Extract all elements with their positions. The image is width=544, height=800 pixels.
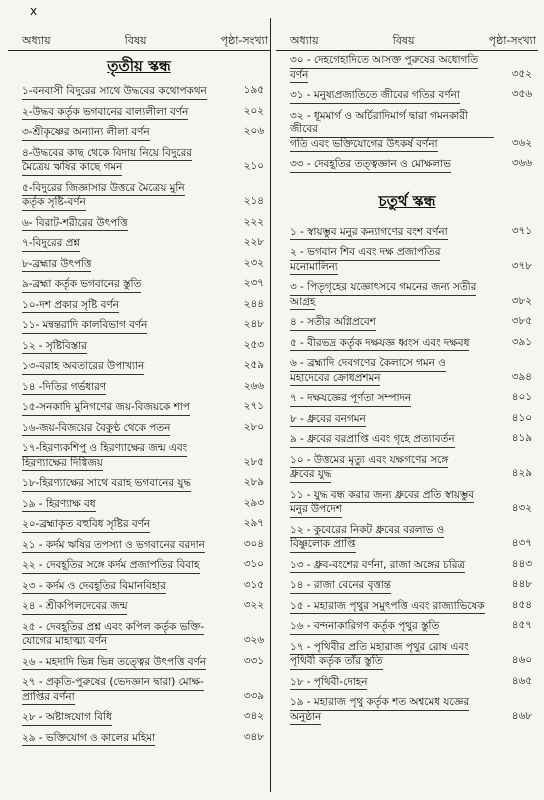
- entry-title-line: ৯-ব্রহ্মা কর্তৃক ভগবানের স্তুতি: [22, 278, 141, 293]
- entry-title-line: ১৬-জয়-বিজয়ের বৈকুণ্ঠ থেকে পতন: [22, 422, 170, 437]
- entry-page-number: ১৯৫: [243, 84, 264, 96]
- entry-page-number: ২৭১: [243, 400, 264, 412]
- entry-title-line: ৩২ - ধূমমার্গ ও অর্চিরাদিমার্গ দ্বারা গমনকারী জীবের: [290, 110, 494, 138]
- entry-title-line: ৫-বিদুরের জিজ্ঞাসার উত্তরে মৈত্রেয় মুনি: [22, 182, 185, 197]
- entry-title-line: ২৮ - অষ্টাঙ্গযোগ বিধি: [22, 711, 112, 726]
- toc-entry[interactable]: [276, 389, 538, 410]
- entry-title-line: বর্ণন: [290, 69, 308, 84]
- toc-entry[interactable]: [8, 673, 270, 708]
- entry-title-line: ১৫-সনকাদি মুনিগণের জয়-বিজয়কে শাপ: [22, 401, 190, 416]
- entry-title-line: ১০-দশ প্রকার সৃষ্টি বর্ণন: [22, 299, 119, 314]
- entry-page-number: ২৩২: [243, 256, 264, 269]
- entry-title-line: ১৭-হিরণ্যকশিপু ও হিরণ্যাক্ষের জন্ম এবং: [22, 442, 187, 457]
- entry-title-line: ৩০ - দেহগেহাদিতে আসক্ত পুরুষের অধোগতি: [290, 54, 478, 69]
- entry-page-number: ৪১৯: [511, 432, 532, 444]
- entry-page-number: ৩৫৬: [511, 88, 532, 100]
- entry-title-line: ১২ - কুবেরের নিকট ধ্রুবের বরলাভ ও: [290, 524, 444, 539]
- entry-title-line: ১ - স্বায়ম্ভুব মনুর কন্যাগণের বংশ বর্ণনা: [290, 226, 448, 241]
- right-column: [276, 18, 538, 728]
- toc-entry[interactable]: [8, 255, 270, 276]
- entry-page-number: ৩৫২: [511, 67, 532, 80]
- entry-page-number: ২৪৮: [243, 318, 264, 330]
- toc-entry[interactable]: [8, 439, 270, 474]
- entry-title-line: ১-বনবাসী বিদুরের সাথে উদ্ধবের কথোপকথন: [22, 85, 207, 100]
- entry-title-line: ১৪ -দিতির গর্ভধারণ: [22, 381, 106, 396]
- entry-title-line: অনুষ্ঠান: [290, 711, 321, 726]
- toc-entry[interactable]: [8, 419, 270, 440]
- entry-title-line: ৮ - ধ্রুবের বনগমন: [290, 413, 366, 428]
- page-number: x: [30, 4, 38, 18]
- toc-entry[interactable]: [276, 313, 538, 334]
- entry-page-number: ৪৪৩: [511, 557, 532, 570]
- entry-page-number: ২২৮: [243, 236, 264, 248]
- toc-entry[interactable]: [276, 693, 538, 728]
- toc-entry[interactable]: [276, 521, 538, 556]
- table-header: [276, 18, 538, 51]
- entry-page-number: ২৬৬: [243, 379, 264, 392]
- entry-page-number: ২৩৭: [243, 277, 264, 289]
- toc-entry[interactable]: [276, 223, 538, 244]
- toc-entry[interactable]: [276, 576, 538, 597]
- toc-entry[interactable]: [8, 103, 270, 124]
- toc-entry[interactable]: [276, 451, 538, 486]
- entry-page-number: ৩২৬: [243, 634, 264, 646]
- entry-page-number: ৩১০: [243, 558, 264, 570]
- toc-entry[interactable]: [8, 316, 270, 337]
- entry-page-number: ২০৬: [243, 125, 264, 137]
- entry-title-line: ৭ - দক্ষযজ্ঞের পূর্ণতা সম্পাদন: [290, 392, 411, 407]
- section-title: চতুর্থ স্কন্ধ: [378, 191, 436, 210]
- entry-page-number: ৩০৪: [243, 537, 264, 550]
- entry-page-number: ২৫৩: [243, 338, 264, 351]
- entry-title-line: ৩-শ্রীকৃষ্ণের অন্যান্য লীলা বর্ণন: [22, 126, 150, 141]
- entry-title-line: ২৩ - কর্দম ও দেবহূতির বিমানবিহার: [22, 580, 166, 595]
- entry-page-number: ৩৭৮: [511, 259, 532, 272]
- toc-entry[interactable]: [8, 234, 270, 255]
- entry-title-line: যোগের মাহাত্ম্য বর্ণন: [22, 635, 107, 650]
- toc-entry[interactable]: [8, 123, 270, 144]
- toc-entry[interactable]: [276, 597, 538, 618]
- entry-page-number: ২৮০: [243, 420, 264, 433]
- entry-page-number: ২১৪: [243, 195, 264, 207]
- toc-list: [276, 51, 538, 176]
- entry-page-number: ২১০: [243, 160, 264, 172]
- toc-entry[interactable]: [276, 278, 538, 313]
- entry-title-line: ১৮ - পৃথিবী-দোহন: [290, 676, 367, 691]
- toc-entry[interactable]: [8, 296, 270, 317]
- entry-title-line: ৯ - ধ্রুবের বরপ্রাপ্তি এবং গৃহে প্রত্যাবর্তন: [290, 433, 455, 448]
- toc-entry[interactable]: [276, 107, 538, 156]
- entry-page-number: ৩৯১: [511, 335, 532, 348]
- entry-title-line: ১৯ - মহারাজ পৃথু কর্তৃক শত অশ্বমেধ যজ্ঞের: [290, 696, 469, 711]
- toc-entry[interactable]: [8, 577, 270, 598]
- entry-title-line: ৩৩ - দেবহূতির তত্ত্বজ্ঞান ও মোক্ষলাভ: [290, 158, 451, 173]
- header-page: পৃষ্ঠা-সংখ্যা: [488, 34, 536, 47]
- entry-title-line: মৈত্রেয় ঋষির কাছে গমন: [22, 161, 122, 176]
- toc-entry[interactable]: [276, 486, 538, 521]
- header-subject: বিষয়: [124, 34, 147, 47]
- toc-entry[interactable]: [8, 179, 270, 214]
- toc-entry[interactable]: [8, 729, 270, 750]
- entry-page-number: ৩২২: [243, 599, 264, 611]
- entry-page-number: ৩১৫: [243, 578, 264, 591]
- toc-entry[interactable]: [8, 653, 270, 674]
- entry-title-line: ৭-বিদুরের প্রশ্ন: [22, 237, 80, 252]
- entry-title-line: ২৫ - দেবহূতির প্রশ্ন এবং কপিল কর্তৃক ভক্তি-: [22, 621, 204, 636]
- entry-title-line: ২৯ - ভক্তিযোগ ও কালের মহিমা: [22, 732, 155, 747]
- entry-page-number: ৪১০: [511, 411, 532, 424]
- table-header: [8, 18, 270, 51]
- entry-page-number: ৪৩২: [511, 502, 532, 514]
- header-subject: বিষয়: [392, 34, 415, 47]
- entry-title-line: ২০-ব্রহ্মাকৃত বহুবিধ সৃষ্টির বর্ণন: [22, 518, 150, 533]
- entry-page-number: ৪০১: [511, 391, 532, 403]
- toc-entry[interactable]: [8, 556, 270, 577]
- entry-title-line: মনোমালিন্য: [290, 261, 338, 276]
- entry-title-line: ২২ - দেবহূতির সঙ্গে কর্দম প্রজাপতির বিবাহ: [22, 559, 200, 574]
- entry-page-number: ৩৬৬: [511, 157, 532, 169]
- toc-entry[interactable]: [8, 597, 270, 618]
- entry-title-line: ১৯ - হিরণ্যাক্ষ বধ: [22, 498, 96, 513]
- toc-entry[interactable]: [8, 275, 270, 296]
- toc-list: [8, 82, 270, 749]
- toc-entry[interactable]: [276, 556, 538, 577]
- toc-entry[interactable]: [8, 398, 270, 419]
- toc-entry[interactable]: [276, 354, 538, 389]
- entry-title-line: ১২ - সৃষ্টিবিস্তার: [22, 340, 87, 355]
- entry-page-number: ২৮৫: [243, 455, 264, 468]
- entry-page-number: ৪৬৫: [511, 674, 532, 687]
- entry-title-line: হিরণ্যাক্ষের দিগ্বিজয়: [22, 457, 103, 472]
- toc-entry[interactable]: [276, 430, 538, 451]
- entry-title-line: ৩১ - মনুষ্যপ্রজাতিতে জীবের গতির বর্ণনা: [290, 89, 460, 104]
- entry-page-number: ৩৩১: [243, 654, 264, 667]
- entry-page-number: ৩৪৮: [243, 730, 264, 743]
- entry-title-line: ১৫ - মহারাজ পৃথুর সমুৎপত্তি এবং রাজ্যাভিষেক: [290, 600, 485, 615]
- entry-title-line: মনুর উপদেশ: [290, 503, 342, 518]
- entry-title-line: ৩ - পিতৃগৃহের যজ্ঞোৎসবে গমনের জন্য সতীর: [290, 281, 476, 296]
- entry-title-line: ২-উদ্ধব কর্তৃক ভগবানের বাল্যলীলা বর্ণন: [22, 106, 188, 121]
- entry-title-line: মহাদেবের ক্রোধপ্রশমন: [290, 372, 380, 387]
- toc-entry[interactable]: [8, 378, 270, 399]
- toc-entry[interactable]: [8, 618, 270, 653]
- entry-page-number: ৩৬২: [511, 136, 532, 149]
- entry-page-number: ২৮৯: [243, 476, 264, 488]
- entry-title-line: কর্তৃক সৃষ্টি-বর্ণন: [22, 196, 86, 211]
- toc-entry[interactable]: [8, 708, 270, 729]
- entry-title-line: ৬ - ব্রহ্মাদি দেবগণের কৈলাসে গমন ও: [290, 357, 446, 372]
- left-column: [8, 18, 270, 749]
- entry-title-line: ধ্রুবের যুদ্ধ: [290, 468, 331, 483]
- toc-entry[interactable]: [276, 155, 538, 176]
- toc-entry[interactable]: [276, 51, 538, 86]
- entry-title-line: ২৪ - শ্রীকপিলদেবের জন্ম: [22, 600, 127, 615]
- entry-page-number: ৪৫৭: [511, 619, 532, 631]
- toc-entry[interactable]: [276, 673, 538, 694]
- entry-page-number: ৪৪৮: [511, 578, 532, 590]
- entry-page-number: ৩৮২: [511, 294, 532, 307]
- entry-title-line: ৬- বিরাট-শরীরের উৎপত্তি: [22, 217, 128, 232]
- entry-page-number: ২৫৯: [243, 359, 264, 371]
- entry-page-number: ২৯৩: [243, 496, 264, 509]
- entry-page-number: ২৯৭: [243, 517, 264, 529]
- entry-title-line: ২৭ - প্রকৃতি-পুরুষের (ভেদজ্ঞান দ্বারা) মোক্ষ-: [22, 676, 204, 691]
- entry-title-line: ১৮-হিরণ্যাক্ষের সাথে বরাহ ভগবানের যুদ্ধ: [22, 477, 191, 492]
- entry-page-number: ২২২: [243, 215, 264, 228]
- toc-entry[interactable]: [8, 474, 270, 495]
- toc-entry[interactable]: [276, 638, 538, 673]
- toc-list: [276, 223, 538, 729]
- entry-title-line: প্রাপ্তির বর্ণনা: [22, 691, 75, 706]
- toc-entry[interactable]: [8, 515, 270, 536]
- entry-title-line: গতি এবং ভক্তিযোগের উৎকর্ষ বর্ণনা: [290, 138, 438, 153]
- header-page: পৃষ্ঠা-সংখ্যা: [220, 34, 268, 47]
- entry-page-number: ৩৯৪: [511, 370, 532, 383]
- entry-page-number: ৩৭১: [511, 224, 532, 237]
- entry-page-number: ২০২: [243, 104, 264, 117]
- entry-title-line: ১১- মন্বন্তরাদি কালবিভাগ বর্ণন: [22, 319, 147, 334]
- header-chapter: অধ্যায়: [290, 34, 319, 47]
- toc-entry[interactable]: [8, 82, 270, 103]
- header-chapter: অধ্যায়: [22, 34, 51, 47]
- entry-page-number: ৪৬০: [511, 654, 532, 666]
- entry-page-number: ২৪৪: [243, 297, 264, 310]
- section-title: তৃতীয় স্কন্ধ: [107, 57, 171, 75]
- toc-entry[interactable]: [8, 214, 270, 235]
- entry-page-number: ৪২৯: [511, 467, 532, 479]
- entry-page-number: ৩৩৯: [243, 689, 264, 702]
- toc-entry[interactable]: [8, 144, 270, 179]
- toc-entry[interactable]: [8, 495, 270, 516]
- entry-title-line: পৃথিবী কর্তৃক তাঁর স্তুতি: [290, 655, 383, 670]
- toc-entry[interactable]: [276, 410, 538, 431]
- entry-title-line: ১৩-বরাহ অবতারের উপাখ্যান: [22, 360, 144, 375]
- entry-title-line: ১১ - যুদ্ধ বন্ধ করার জন্য ধ্রুবের প্রতি স্বায়ম্ভুব: [290, 489, 474, 504]
- toc-entry[interactable]: [276, 86, 538, 107]
- entry-page-number: ৪৩৭: [511, 537, 532, 549]
- entry-title-line: ৫ - বীরভদ্র কর্তৃক দক্ষযজ্ঞ ধ্বংস এবং দক্ষবধ: [290, 337, 469, 352]
- entry-title-line: বিষ্ণুলোক প্রাপ্তি: [290, 538, 356, 553]
- entry-page-number: ৪৬৮: [511, 709, 532, 722]
- toc-entry[interactable]: [8, 337, 270, 358]
- column-divider: [270, 18, 271, 792]
- toc-entry[interactable]: [276, 243, 538, 278]
- toc-entry[interactable]: [8, 357, 270, 378]
- entry-title-line: ১৩ - ধ্রুব-বংশের বর্ণনা, রাজা অঙ্গের চরিত্র: [290, 559, 465, 574]
- toc-entry[interactable]: [276, 617, 538, 638]
- entry-title-line: ৪-উদ্ধবের কাছ থেকে বিদায় নিয়ে বিদুরের: [22, 147, 192, 162]
- toc-entry[interactable]: [8, 536, 270, 557]
- entry-page-number: ৩৪২: [243, 710, 264, 722]
- entry-title-line: ৮-ব্রহ্মার উৎপত্তি: [22, 258, 91, 273]
- entry-title-line: ২৬ - মহদাদি ভিন্ন ভিন্ন তত্ত্বের উৎপত্তি বর্ণন: [22, 656, 206, 671]
- entry-page-number: ৪৫৪: [511, 598, 532, 611]
- toc-entry[interactable]: [276, 334, 538, 355]
- entry-title-line: আগ্রহ: [290, 296, 315, 311]
- entry-title-line: ২১ - কর্দম ঋষির তপস্যা ও ভগবানের বরদান: [22, 539, 205, 554]
- entry-title-line: ৪ - সতীর অগ্নিপ্রবেশ: [290, 316, 376, 331]
- entry-title-line: ২ - ভগবান শিব এবং দক্ষ প্রজাপতির: [290, 246, 440, 261]
- entry-title-line: ১৭ - পৃথিবীর প্রতি মহারাজ পৃথুর রোষ এবং: [290, 641, 469, 656]
- entry-title-line: ১৬ - বন্দনাকারিগণ কর্তৃক পৃথুর স্তুতি: [290, 620, 439, 635]
- entry-title-line: ১০ - উত্তমের মৃত্যু এবং যক্ষগণের সঙ্গে: [290, 454, 448, 469]
- entry-page-number: ৩৮৫: [511, 315, 532, 327]
- entry-title-line: ১৪ - রাজা বেনের বৃত্তান্ত: [290, 579, 391, 594]
